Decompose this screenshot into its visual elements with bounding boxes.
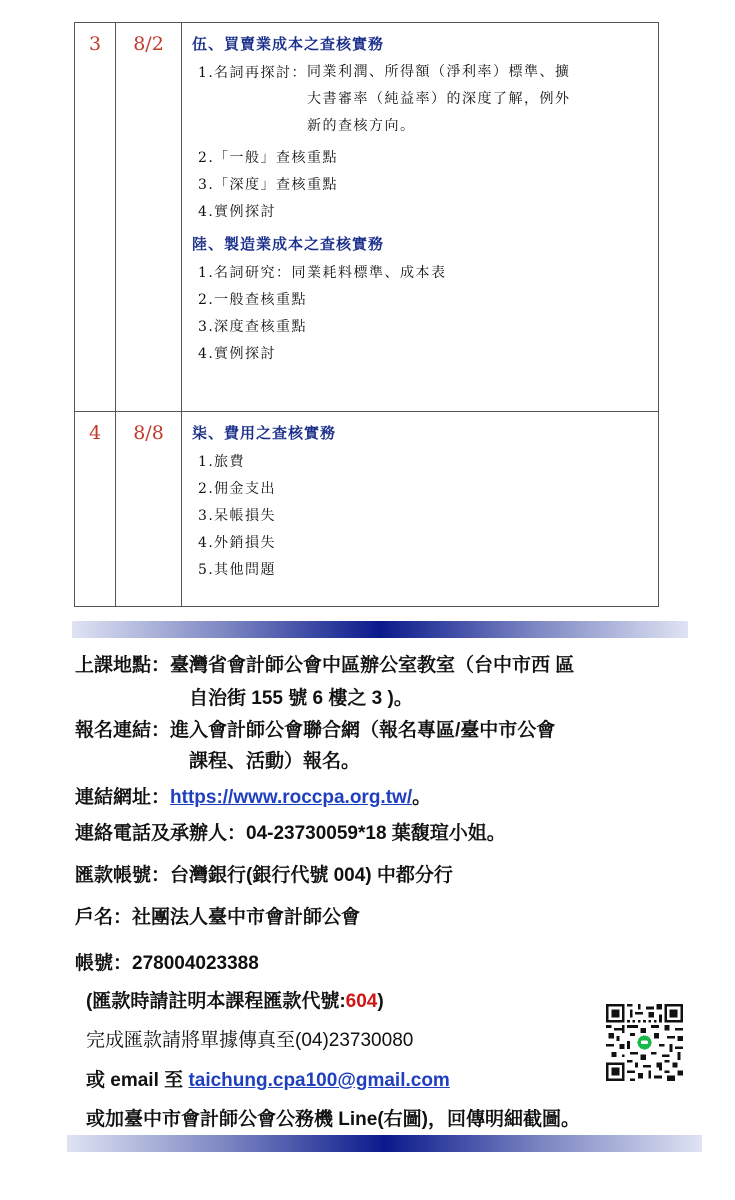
item-index: 3. bbox=[198, 508, 215, 524]
session-date: 8/8 bbox=[133, 422, 164, 444]
section-title: 陸、製造業成本之查核實務 bbox=[192, 235, 385, 253]
signup-label: 報名連結： bbox=[75, 720, 171, 741]
location-label: 上課地點： bbox=[75, 655, 171, 676]
line-contact-text: 或加臺中市會計師公會公務機 Line(右圖)，回傳明細截圖。 bbox=[86, 1109, 580, 1130]
remit-note-prefix: (匯款時請註明本課程匯款代號: bbox=[86, 991, 346, 1012]
item-text: 「一般」查核重點 bbox=[214, 150, 338, 166]
list-item bbox=[198, 64, 650, 140]
item-index: 4. bbox=[198, 535, 215, 551]
item-index: 5. bbox=[198, 562, 215, 578]
table-row bbox=[75, 23, 659, 412]
line-contact-line bbox=[86, 1104, 580, 1131]
session-number: 4 bbox=[88, 422, 102, 444]
session-number-cell bbox=[75, 412, 116, 607]
item-text: 旅費 bbox=[214, 454, 245, 470]
item-index: 1. bbox=[198, 65, 215, 81]
email-link[interactable]: taichung.cpa100@gmail.com bbox=[188, 1070, 450, 1091]
decorative-band bbox=[67, 1135, 702, 1152]
item-text: 實例探討 bbox=[214, 346, 276, 362]
list-item bbox=[198, 345, 650, 363]
item-index: 2. bbox=[198, 292, 215, 308]
list-item bbox=[198, 291, 650, 309]
signup-text: 進入會計師公會聯合網（報名專區/臺中市公會 bbox=[170, 720, 556, 741]
location-text: 臺灣省會計師公會中區辦公室教室（台中市西 區 bbox=[170, 655, 575, 676]
list-item bbox=[198, 480, 650, 498]
session-date-cell bbox=[116, 412, 182, 607]
session-date-cell bbox=[116, 23, 182, 412]
phone-line bbox=[75, 818, 506, 845]
item-text-line: 同業利潤、所得額（淨利率）標準、擴 bbox=[307, 64, 571, 80]
item-text: 一般查核重點 bbox=[214, 292, 307, 308]
email-line bbox=[86, 1065, 450, 1092]
signup-line bbox=[75, 715, 555, 742]
session-content-cell bbox=[182, 23, 659, 412]
website-link[interactable]: https://www.roccpa.org.tw/ bbox=[170, 787, 413, 808]
item-text-line: 大書審率（純益率）的深度了解，例外 bbox=[307, 91, 571, 107]
account-number-line bbox=[75, 948, 259, 975]
item-text-block bbox=[307, 59, 571, 140]
location-line bbox=[75, 650, 574, 677]
item-text-line: 新的查核方向。 bbox=[307, 118, 416, 134]
item-text: 名詞研究：同業耗料標準、成本表 bbox=[214, 265, 447, 281]
session-number-cell bbox=[75, 23, 116, 412]
account-name-line bbox=[75, 902, 360, 929]
remit-note-suffix: ) bbox=[377, 991, 384, 1012]
item-text: 「深度」查核重點 bbox=[214, 177, 338, 193]
remit-note-line bbox=[86, 986, 384, 1013]
url-suffix: 。 bbox=[412, 787, 432, 808]
section-title: 伍、買賣業成本之查核實務 bbox=[192, 35, 385, 53]
signup-text-2: 課程、活動）報名。 bbox=[189, 751, 361, 772]
session-content-cell bbox=[182, 412, 659, 607]
item-text: 其他問題 bbox=[214, 562, 276, 578]
account-number-text: 帳號：278004023388 bbox=[75, 953, 259, 974]
url-line bbox=[75, 782, 431, 809]
item-text: 佣金支出 bbox=[214, 481, 276, 497]
item-index: 4. bbox=[198, 204, 215, 220]
list-item bbox=[198, 534, 650, 552]
url-label: 連結網址： bbox=[75, 787, 171, 808]
schedule-table bbox=[74, 22, 659, 607]
fax-text: 完成匯款請將單據傳真至(04)23730080 bbox=[86, 1030, 414, 1051]
list-item bbox=[198, 507, 650, 525]
section-title: 柒、費用之查核實務 bbox=[192, 424, 337, 442]
signup-line-2 bbox=[189, 746, 360, 773]
list-item bbox=[198, 203, 650, 221]
item-label: 名詞再探討： bbox=[214, 65, 307, 81]
item-text: 實例探討 bbox=[214, 204, 276, 220]
item-index: 4. bbox=[198, 346, 215, 362]
item-index: 3. bbox=[198, 319, 215, 335]
list-item bbox=[198, 453, 650, 471]
remit-account-line bbox=[75, 860, 453, 887]
session-number: 3 bbox=[88, 33, 102, 55]
decorative-band bbox=[72, 621, 688, 638]
item-text: 外銷損失 bbox=[214, 535, 276, 551]
location-text-2: 自治街 155 號 6 樓之 3 )。 bbox=[189, 688, 413, 709]
session-date: 8/2 bbox=[133, 33, 164, 55]
table-row bbox=[75, 412, 659, 607]
item-index: 2. bbox=[198, 150, 215, 166]
remit-code: 604 bbox=[345, 991, 378, 1012]
location-line-2 bbox=[189, 683, 413, 710]
remit-account-text: 匯款帳號：台灣銀行(銀行代號 004) 中都分行 bbox=[75, 865, 453, 886]
item-text: 深度查核重點 bbox=[214, 319, 307, 335]
email-prefix: 或 email 至 bbox=[86, 1070, 189, 1091]
item-index: 3. bbox=[198, 177, 215, 193]
line-qr-code-icon[interactable] bbox=[606, 1004, 683, 1081]
list-item bbox=[198, 149, 650, 167]
account-name-text: 戶名：社團法人臺中市會計師公會 bbox=[75, 907, 361, 928]
item-index: 1. bbox=[198, 265, 215, 281]
fax-line bbox=[86, 1025, 413, 1052]
item-index: 1. bbox=[198, 454, 215, 470]
list-item bbox=[198, 264, 650, 282]
item-index: 2. bbox=[198, 481, 215, 497]
list-item bbox=[198, 176, 650, 194]
phone-text: 連絡電話及承辦人：04-23730059*18 葉馥瑄小姐。 bbox=[75, 823, 506, 844]
list-item bbox=[198, 318, 650, 336]
item-text: 呆帳損失 bbox=[214, 508, 276, 524]
list-item bbox=[198, 561, 650, 579]
